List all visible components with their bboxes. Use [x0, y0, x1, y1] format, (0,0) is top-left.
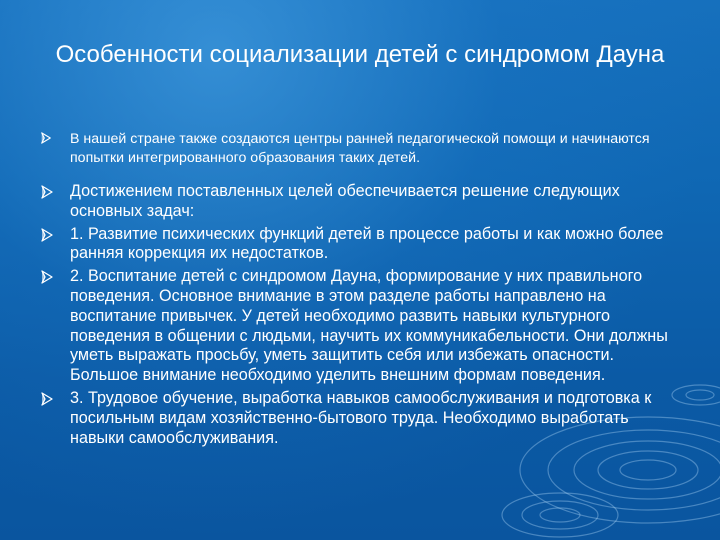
bullet-item [40, 225, 680, 265]
arrowhead-bullet-icon [40, 270, 54, 284]
arrowhead-bullet-icon [40, 228, 54, 242]
arrowhead-bullet-icon [40, 132, 52, 144]
arrowhead-bullet-icon [40, 392, 54, 406]
bullet-item [40, 267, 680, 386]
bullet-text: Достижением поставленных целей обеспечивается решение следующих основных задач: [70, 182, 620, 220]
bullet-text: 3. Трудовое обучение, выработка навыков самообслуживания и подготовка к посильным видам хозяйственно-бытового труда. Необходимо выработать навыки самообслуживания. [70, 388, 652, 447]
bullet-text: 2. Воспитание детей с синдромом Дауна, формирование у них правильного поведения. Основное внимание в этом разделе работы направлено на воспитание привычек. У детей необходимо развить навыки культурного поведения в общении с людьми, научить их коммуникабельности. Они должны уметь выражать просьбу, уметь защитить себя или избежать опасности. Большое внимание необходимо уделить внешним формам поведения. [70, 267, 668, 385]
arrowhead-bullet-icon [40, 185, 54, 199]
bullet-item [40, 389, 680, 448]
bullet-list [40, 130, 680, 450]
bullet-item [40, 130, 680, 168]
bullet-item [40, 182, 680, 222]
slide-title: Особенности социализации детей с синдромом Дауна [55, 41, 665, 68]
bullet-text: В нашей стране также создаются центры ранней педагогической помощи и начинаются попытки интегрированного образования таких детей. [70, 131, 650, 166]
bullet-text: 1. Развитие психических функций детей в процессе работы и как можно более ранняя коррекция их недостатков. [70, 224, 664, 263]
